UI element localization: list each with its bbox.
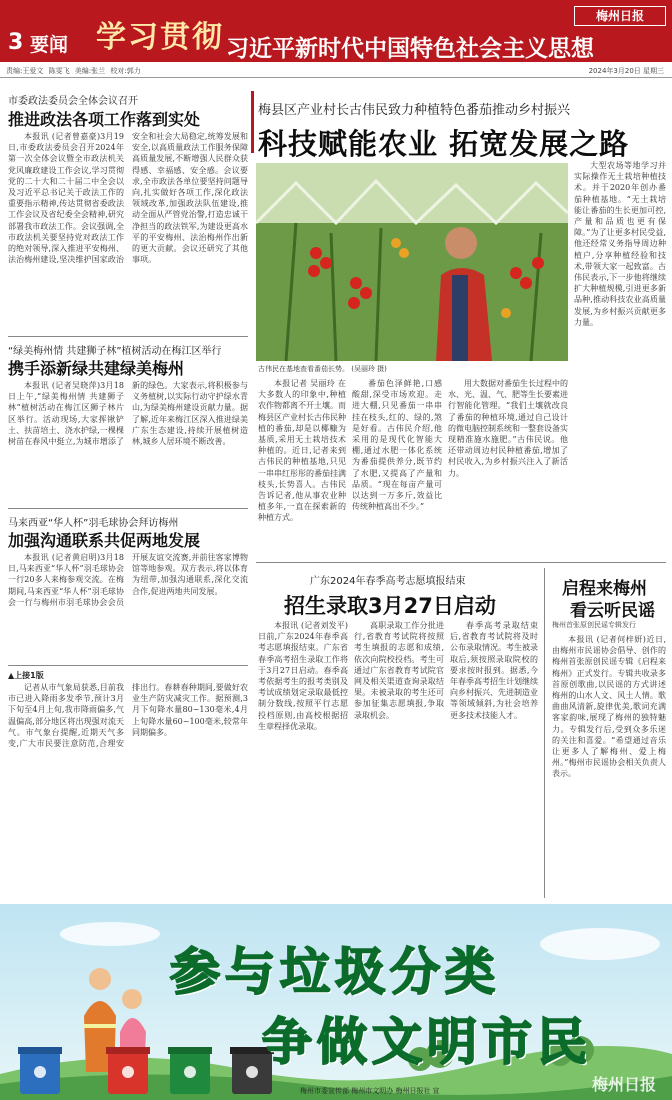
art6-col-3: 春季高考录取结束后,省教育考试院将及时公布录取情况。考生被录取后,须按照录取院校的要求按时报到。据悉,今年春季高考招生计划继续向乡村振兴、先进制造业等领域倾斜,为社会培养更多技术技能人才。 [450, 621, 538, 720]
page-number: 3 [8, 30, 24, 55]
divider [256, 562, 666, 563]
recycle-bins [18, 1047, 274, 1094]
art2-title: 携手添新绿共建绿美梅州 [8, 359, 185, 378]
art4-body: 记者从市气象局获悉,目前我市已进入降雨多发季节,预计3月下旬至4月上旬,我市降雨偏多,气温偏高,部分地区将出现强对流天气。市气象台提醒,近期天气多变,广大市民要注意防范,合理安排出行。春耕春种期间,要做好农业生产防灾减灾工作。据预测,3月下旬降水量80~130毫米,4月上旬降水量60~100毫米,较常年同期偏多。 [8, 683, 248, 749]
art1-kicker: 市委政法委员会全体会议召开 [8, 96, 138, 107]
banner-watermark-logo: 梅州日报 [592, 1075, 657, 1094]
art4-lead: ▲上接1版 [8, 671, 44, 680]
feature-title: 科技赋能农业 拓宽发展之路 [258, 127, 630, 161]
calligraphy-title: 学习贯彻 [96, 20, 224, 55]
column-rule [544, 568, 545, 898]
art2-kicker: “绿美梅州情 共建狮子林”植树活动在梅江区举行 [8, 346, 222, 357]
art6-title: 招生录取3月27日启动 [284, 594, 496, 618]
art6-col-1: 本报讯 (记者刘发平)日前,广东2024年春季高考志愿填报结束。广东省春季高考招生录取工作将于3月27日启动。春季高考依据考生的报考类别及考试成绩划定录取最低控制分数线,按照平行志愿投档原则,由高校根据招生章程择优录取。 [258, 621, 348, 731]
feature-photo [256, 163, 568, 361]
banner-line-2: 争做文明市民 [262, 1013, 592, 1071]
feature-col-1: 本报记者 吴丽玲 在大多数人的印象中,种植农作物都离不开土壤。而梅县区产业村长古伟民种植的番茄,却是以椰糠为基质,采用无土栽培技术种植的。近日,记者来到古伟民的种植基地,只见一串串红彤彤的番茄挂满枝头,长势喜人。古伟民告诉记者,他从事农业种植多年,一直在探索新的种植方式。 [258, 379, 346, 523]
art1-body: 本报讯 (记者曾嘉豪)3月19日,市委政法委员会召开2024年第一次全体会议暨全市政法机关党风廉政建设工作会议,学习贯彻党的二十大和二十届二中全会以及习近平总书记关于政法工作的重要指示精神,传达贯彻省委政法工作会议及省纪委全会精神,研究部署我市政法工作。会议强调,全市政法机关要坚持党对政法工作的绝对领导,深入推进平安梅州、法治梅州建设,坚决维护国家政治安全和社会大局稳定,统筹发展和安全,以高质量政法工作服务保障高质量发展,不断增强人民群众获得感、幸福感、安全感。会议要求,全市政法各单位要坚持问题导向,扎实做好各项工作,深化政法领域改革,加强政法队伍建设,推动全面从严管党治警,打造忠诚干净担当的政法铁军,为建设更高水平的平安梅州、法治梅州作出新的更大贡献。会议还研究了其他事项。 [8, 132, 248, 265]
feature-col-3: 用大数据对番茄生长过程中的水、光、温、气、肥等生长要素进行智能化管理。“我们土壤就改良了番茄的种植环境,通过自己设计的微电脑控制系统和一整套设备实现精准施水施肥。”古伟民说。他还带动周边村民种植番茄,增加了村民收入,为乡村振兴注入了新活力。 [448, 379, 568, 478]
meta-bar [0, 62, 672, 78]
art3-title: 加强沟通联系共促两地发展 [8, 531, 201, 550]
art2-body: 本报讯 (记者吴晓萍)3月18日上午,“绿美梅州情 共建狮子林”植树活动在梅江区狮子林片区举行。活动现场,大家挥锹铲土、扶苗培土、浇水护绿,一棵棵树苗在春风中挺立,为城市增添了新的绿色。大家表示,将积极参与义务植树,以实际行动守护绿水青山,为绿美梅州建设贡献力量。据了解,近年来梅江区深入推进绿美广东生态建设,持续开展植树造林,城乡人居环境不断改善。 [8, 381, 248, 447]
feature-col-4: 大型农场等地学习并实际操作无土栽培种植技术。并于2020年创办番茄种植基地。“无土栽培能让番茄的生长更加可控,产量和品质也更有保障。”为了让更多村民受益,他还经常义务指导周边种植户,分享种植经验和技术,带领大家一起致富。古伟民表示,下一步他将继续扩大种植规模,引进更多新品种,推动科技农业高质量发展,为乡村振兴贡献更多力量。 [574, 161, 666, 327]
art7-body: 本报讯 (记者何梓妍)近日,由梅州市民谣协会倡导、创作的梅州首张原创民谣专辑《启程来梅州》正式发行。专辑共收录多首原创歌曲,以民谣的方式讲述梅州的山水人文、风土人情。歌曲曲风清新,旋律优美,歌词充满客家韵味,展现了梅州的独特魅力。专辑发行后,受到众多乐迷的关注和喜爱。“希望通过音乐让更多人了解梅州、爱上梅州。”梅州市民谣协会相关负责人表示。 [552, 635, 666, 779]
art6-kicker: 广东2024年春季高考志愿填报结束 [310, 576, 466, 587]
art3-kicker: 马来西亚“华人杯”羽毛球协会拜访梅州 [8, 518, 179, 529]
feature-photo-caption: 古伟民在基地查看番茄长势。 (吴丽玲 摄) [258, 365, 387, 373]
date-line: 2024年3月20日 星期三 [588, 67, 664, 75]
feature-marker [251, 91, 254, 153]
banner-credit: 梅州市委宣传部 梅州市文明办 梅州日报社 宣 [300, 1087, 440, 1095]
section-name: 要闻 [30, 34, 69, 56]
divider [8, 336, 248, 337]
slogan: 习近平新时代中国特色社会主义思想 [226, 36, 594, 62]
art3-body: 本报讯 (记者黄启明)3月18日,马来西亚“华人杯”羽毛球协会一行20多人来梅参观交流。在梅期间,马来西亚“华人杯”羽毛球协会一行与梅州市羽毛球协会会员开展友谊交流赛,并前往客家博物馆等地参观。双方表示,将以体育为纽带,加强沟通联系,深化交流合作,促进两地共同发展。 [8, 553, 248, 607]
art6-col-2: 高职录取工作分批进行,省教育考试院将按照考生填报的志愿和成绩,依次向院校投档。考生可通过广东省教育考试院官网及相关渠道查询录取结果。未被录取的考生还可参加征集志愿填报,争取录取机会。 [354, 621, 444, 720]
divider [8, 508, 248, 509]
art1-title: 推进政法各项工作落到实处 [8, 110, 201, 129]
editors-line: 责编:王爱文 陈雯飞 美编:张兰 校对:郭力 [6, 67, 141, 75]
ad-banner [0, 904, 672, 1100]
art7-subtitle: 梅州首张原创民谣专辑发行 [552, 621, 636, 629]
feature-col-2: 番茄色泽鲜艳,口感酸甜,深受市场欢迎。走进大棚,只见番茄一串串挂在枝头,红的、绿的,煞是好看。古伟民介绍,他采用的是现代化智能大棚,通过水肥一体化系统为番茄提供养分,既节约了水肥,又提高了产量和品质。“现在每亩产量可以达到一万多斤,效益比传统种植高出不少。” [352, 379, 442, 512]
masthead [0, 0, 672, 62]
banner-line-1: 参与垃圾分类 [170, 943, 500, 1001]
feature-kicker: 梅县区产业村长古伟民致力种植特色番茄推动乡村振兴 [258, 103, 571, 118]
newspaper-logo: 梅州日报 [574, 6, 666, 26]
farmer-greenhouse-image [256, 163, 568, 361]
divider [8, 665, 248, 666]
art7-title-line1: 启程来梅州 [562, 579, 647, 599]
art7-title-line2: 看云听民谣 [570, 601, 655, 621]
